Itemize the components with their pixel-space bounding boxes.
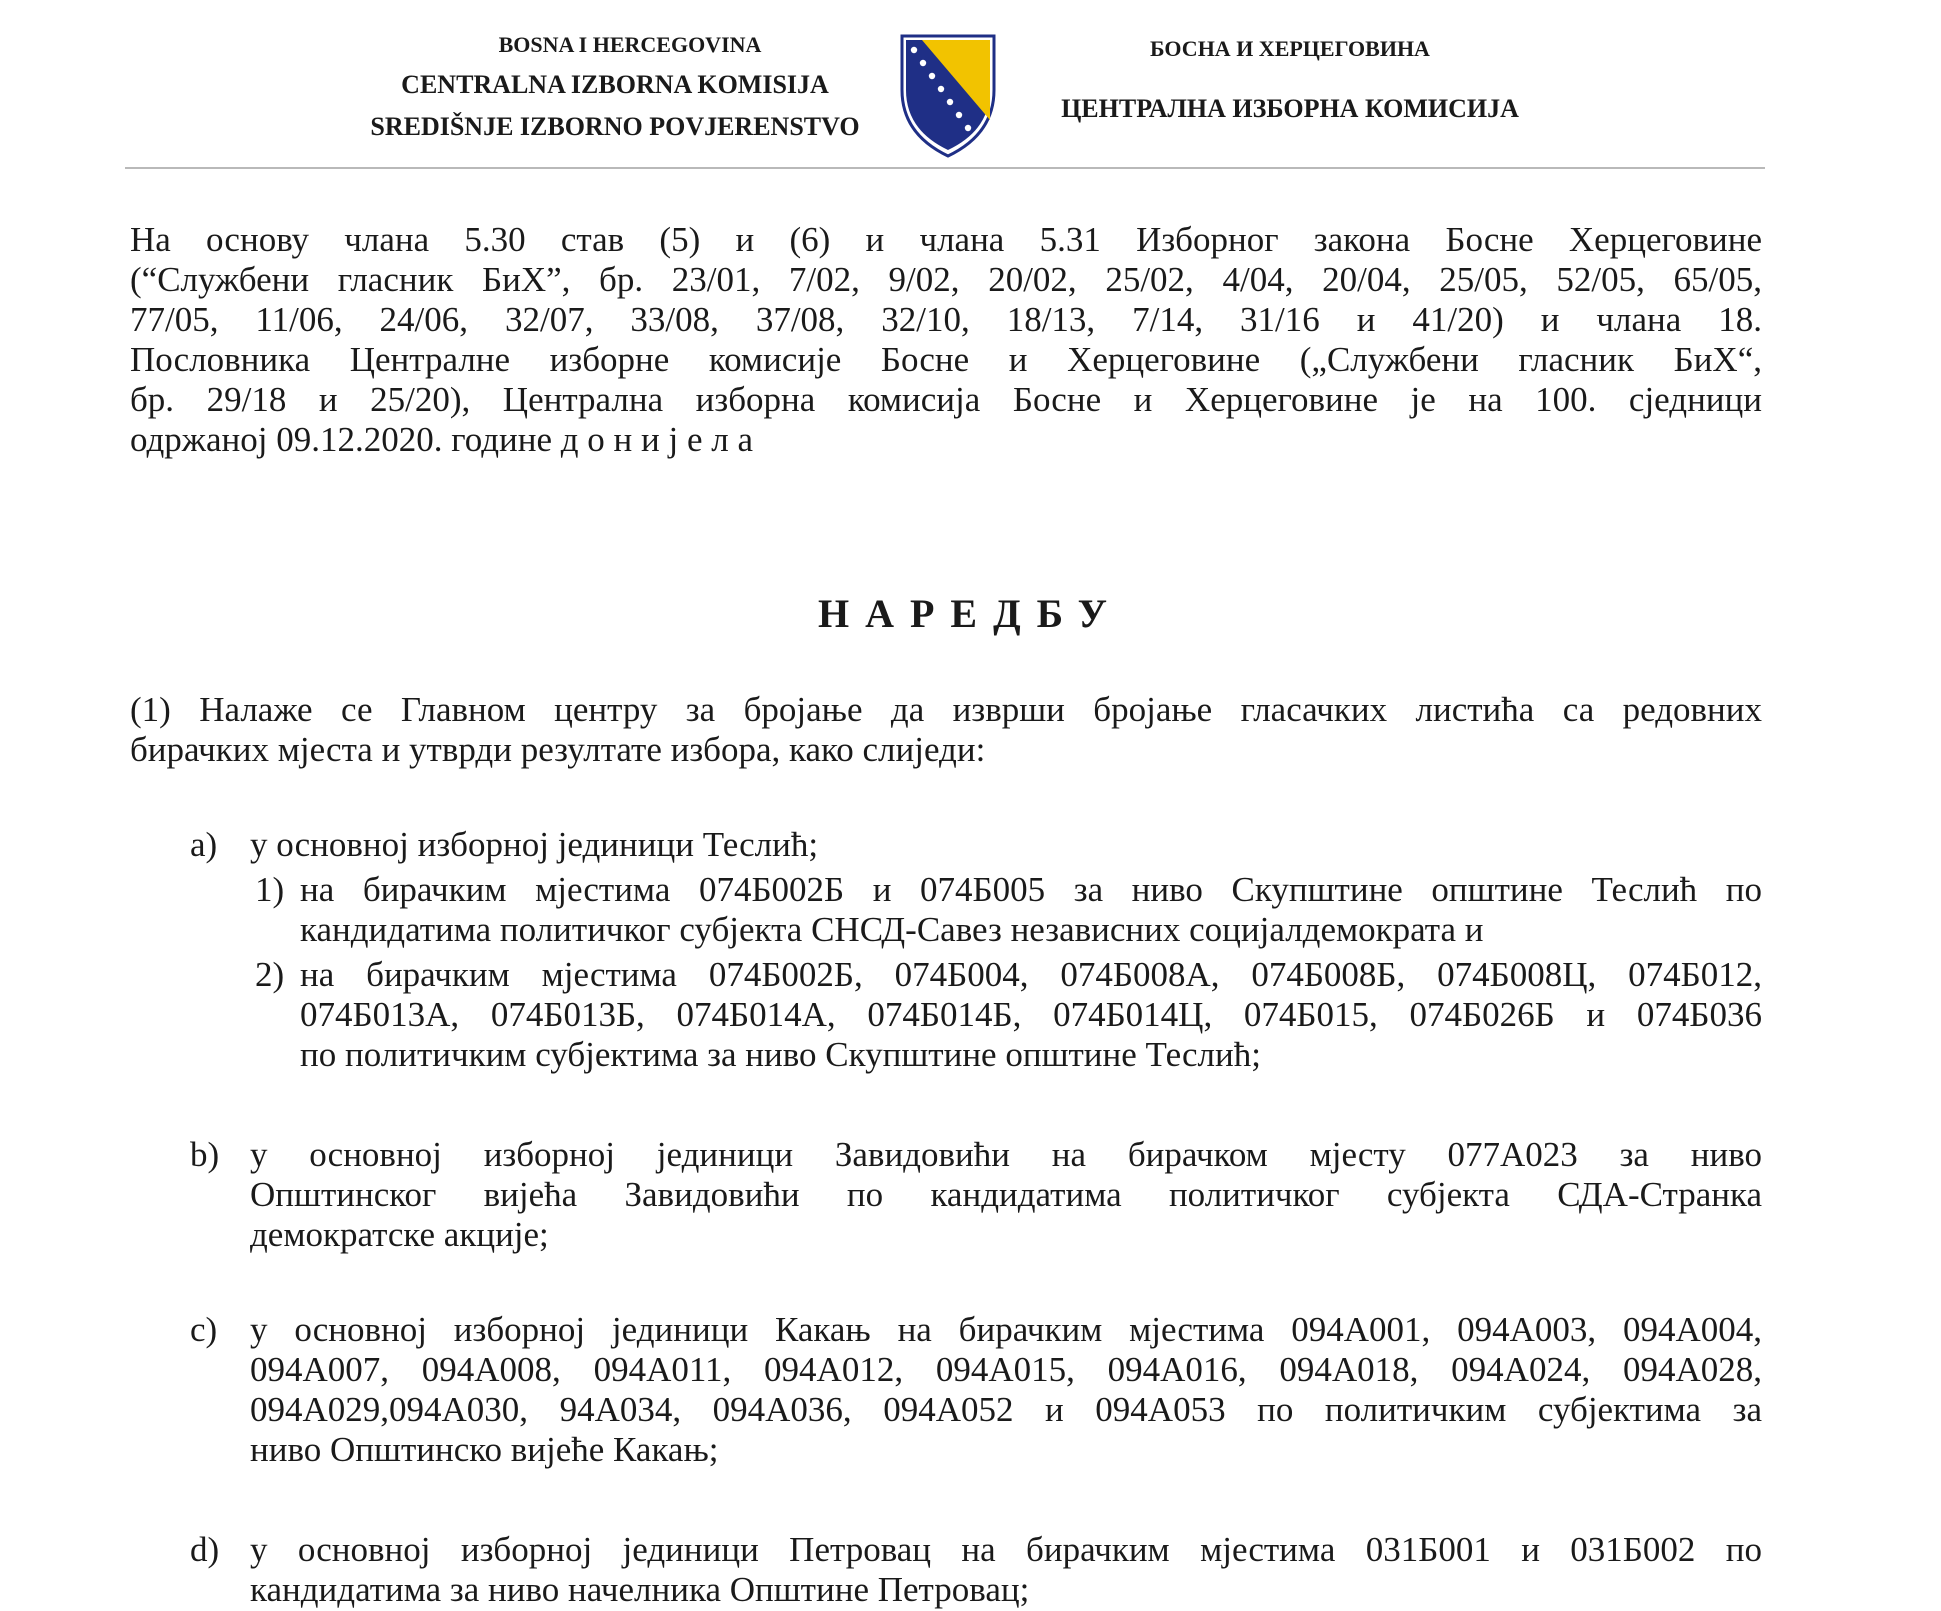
item-d-label: d) <box>190 1530 220 1569</box>
subitem-2-text <box>300 955 1762 1075</box>
item-c-line: 094А029,094А030, 94А034, 094А036, 094А052 и 094А053 по политичким субјектима за <box>250 1390 1762 1429</box>
header-right-commission: ЦЕНТРАЛНА ИЗБОРНА КОМИСИЈА <box>1061 94 1519 123</box>
header-left-country: BOSNA I HERCEGOVINA <box>498 32 762 57</box>
item-a-text: у основној изборној јединици Теслић; <box>250 825 819 864</box>
item-b-text <box>250 1135 1762 1255</box>
item-c-text <box>250 1310 1762 1470</box>
item-b-line: демократске акције; <box>250 1215 549 1254</box>
subitem-1-text <box>300 870 1762 950</box>
item-a-label: a) <box>190 825 218 864</box>
coat-of-arms-icon <box>898 30 998 160</box>
item-c-line: ниво Општинско вијеће Какањ; <box>250 1430 719 1469</box>
header-left-body: SREDIŠNJE IZBORNO POVJERENSTVO <box>370 112 860 141</box>
subitem-1-line: на бирачким мјестима 074Б002Б и 074Б005 за ниво Скупштине општине Теслић по <box>300 870 1762 909</box>
subitem-2-line: 074Б013А, 074Б013Б, 074Б014А, 074Б014Б, 074Б014Ц, 074Б015, 074Б026Б и 074Б036 <box>300 995 1762 1034</box>
item-b-label: b) <box>190 1135 220 1174</box>
preamble-line: Пословника Централне изборне комисије Босне и Херцеговине („Службени гласник БиХ“, <box>130 340 1762 379</box>
item-d-line: у основној изборној јединици Петровац на бирачким мјестима 031Б001 и 031Б002 по <box>250 1530 1762 1569</box>
subitem-2-line: по политичким субјектима за ниво Скупштине општине Теслић; <box>300 1035 1261 1074</box>
header-right-country: БОСНА И ХЕРЦЕГОВИНА <box>1150 36 1430 61</box>
subitem-2-label: 2) <box>255 955 285 994</box>
preamble-line: бр. 29/18 и 25/20), Централна изборна комисија Босне и Херцеговине је на 100. сједници <box>130 380 1762 419</box>
preamble-line: (“Службени гласник БиХ”, бр. 23/01, 7/02, 9/02, 20/02, 25/02, 4/04, 20/04, 25/05, 52/05, 65/05, <box>130 260 1762 299</box>
section-1-paragraph <box>130 690 1762 770</box>
item-c-label: c) <box>190 1310 218 1349</box>
header-left-commission: CENTRALNA IZBORNA KOMISIJA <box>401 70 829 99</box>
item-b-line: у основној изборној јединици Завидовићи на бирачком мјесту 077А023 за ниво <box>250 1135 1762 1174</box>
preamble-line: одржаној 09.12.2020. године д о н и ј е л а <box>130 420 754 459</box>
header-divider <box>125 167 1765 169</box>
document-title: НАРЕДБУ <box>817 591 1124 636</box>
section-1-line: (1) Налаже се Главном центру за бројање да изврши бројање гласачких листића са редовних <box>130 690 1762 729</box>
preamble-paragraph <box>130 220 1762 460</box>
subitem-1-line: кандидатима политичког субјекта СНСД-Савез независних социјалдемократа и <box>300 910 1484 949</box>
subitem-1-label: 1) <box>255 870 285 909</box>
subitem-2-line: на бирачким мјестима 074Б002Б, 074Б004, 074Б008А, 074Б008Б, 074Б008Ц, 074Б012, <box>300 955 1762 994</box>
section-1-line: бирачких мјеста и утврди резултате избора, како слиједи: <box>130 730 986 769</box>
item-c-line: 094А007, 094А008, 094А011, 094А012, 094А015, 094А016, 094А018, 094А024, 094А028, <box>250 1350 1762 1389</box>
item-d-line: кандидатима за ниво начелника Општине Петровац; <box>250 1570 1030 1609</box>
item-d-text <box>250 1530 1762 1610</box>
item-c-line: у основној изборној јединици Какањ на бирачким мјестима 094А001, 094А003, 094А004, <box>250 1310 1762 1349</box>
preamble-line: 77/05, 11/06, 24/06, 32/07, 33/08, 37/08, 32/10, 18/13, 7/14, 31/16 и 41/20) и члана 18. <box>130 300 1762 339</box>
item-b-line: Општинског вијећа Завидовићи по кандидатима политичког субјекта СДА-Странка <box>250 1175 1762 1214</box>
preamble-line: На основу члана 5.30 став (5) и (6) и члана 5.31 Изборног закона Босне Херцеговине <box>130 220 1762 259</box>
